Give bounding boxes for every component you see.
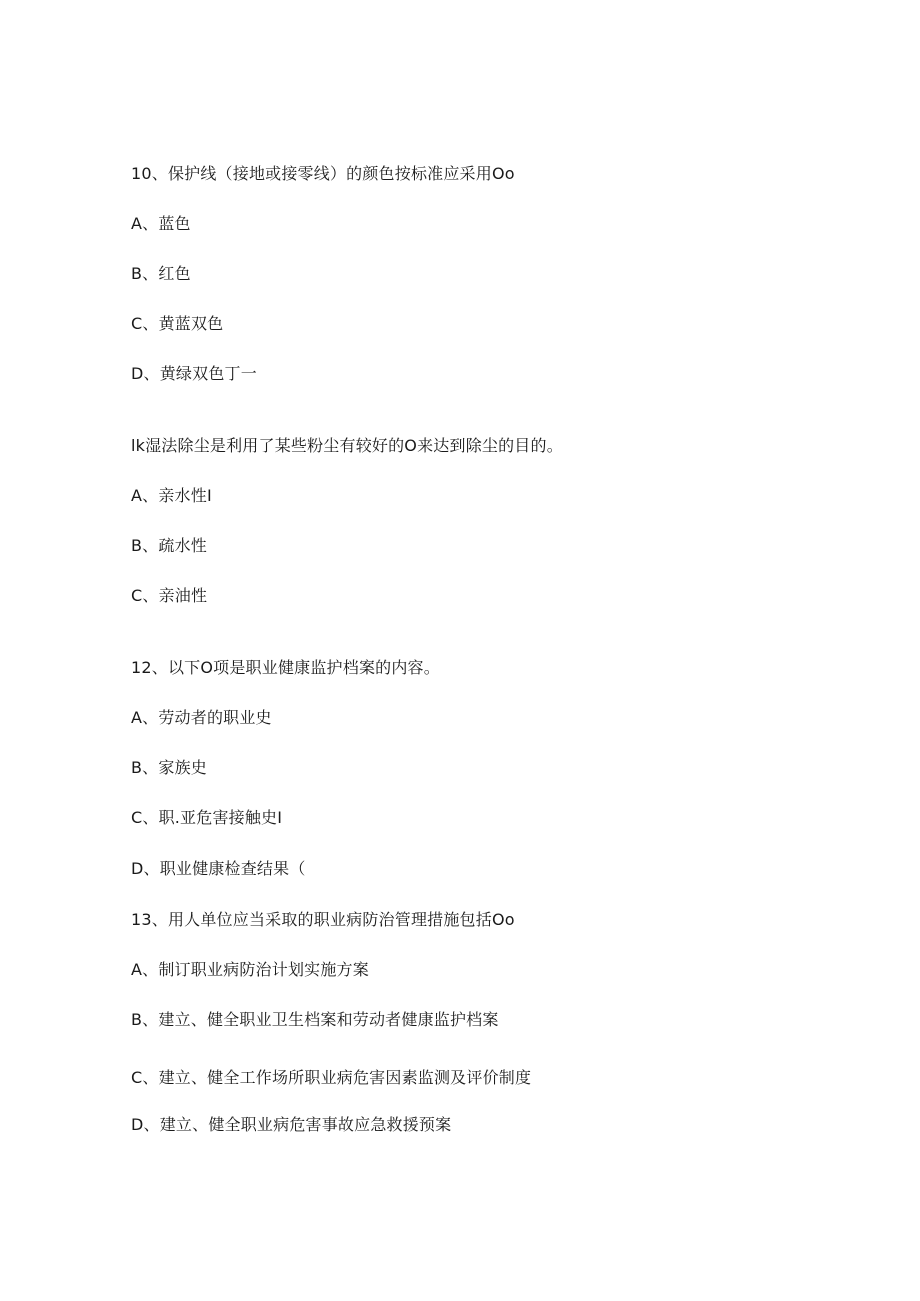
question-10-stem: 10、保护线（接地或接零线）的颜色按标准应采用Oo bbox=[131, 164, 515, 183]
question-11-option-b: B、疏水性 bbox=[131, 536, 207, 555]
question-12-option-b: B、家族史 bbox=[131, 758, 207, 777]
question-12-option-a: A、劳动者的职业史 bbox=[131, 708, 272, 727]
question-11-option-c: C、亲油性 bbox=[131, 586, 208, 605]
question-12-option-d: D、职业健康检查结果（ bbox=[131, 859, 306, 878]
question-10-option-b: B、红色 bbox=[131, 264, 191, 283]
question-11-stem: lk湿法除尘是利用了某些粉尘有较好的O来达到除尘的目的。 bbox=[131, 436, 563, 455]
question-13-option-a: A、制订职业病防治计划实施方案 bbox=[131, 960, 369, 979]
question-11-option-a: A、亲水性I bbox=[131, 486, 212, 505]
question-13-stem: 13、用人单位应当采取的职业病防治管理措施包括Oo bbox=[131, 910, 515, 929]
question-13-option-b: B、建立、健全职业卫生档案和劳动者健康监护档案 bbox=[131, 1010, 499, 1029]
question-10-option-a: A、蓝色 bbox=[131, 214, 191, 233]
question-12-stem: 12、以下O项是职业健康监护档案的内容。 bbox=[131, 658, 440, 677]
question-10-option-d: D、黄绿双色丁一 bbox=[131, 364, 257, 383]
question-12-option-c: C、职.亚危害接触史I bbox=[131, 808, 283, 827]
question-13-option-d: D、建立、健全职业病危害事故应急救援预案 bbox=[131, 1115, 452, 1134]
question-13-option-c: C、建立、健全工作场所职业病危害因素监测及评价制度 bbox=[131, 1068, 532, 1087]
question-10-option-c: C、黄蓝双色 bbox=[131, 314, 224, 333]
